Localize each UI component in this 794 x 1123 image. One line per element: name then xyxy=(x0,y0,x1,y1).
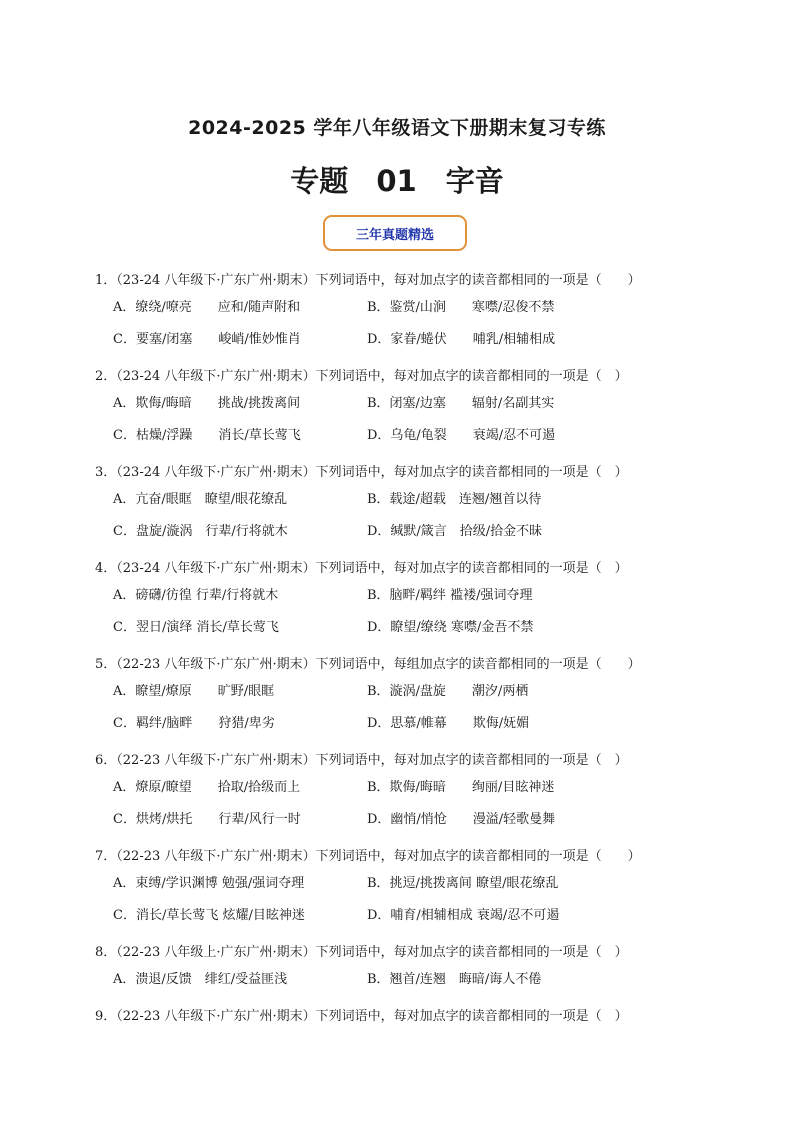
question-list xyxy=(95,270,715,1038)
question-item xyxy=(95,654,715,750)
answer-option: D．思慕/帷幕 欺侮/妩媚 xyxy=(367,716,530,731)
answer-option: C．烘烤/烘托 行辈/风行一时 xyxy=(113,812,301,827)
option-row xyxy=(95,324,715,356)
question-stem: 4．（23-24 八年级下·广东广州·期末）下列词语中，每对加点字的读音都相同的一项是（ ） xyxy=(95,561,628,576)
question-gap xyxy=(95,644,715,654)
question-item xyxy=(95,270,715,366)
question-item xyxy=(95,942,715,1006)
answer-option: D．哺育/相辅相成 衰竭/忍不可遏 xyxy=(367,908,560,923)
answer-option: A．束缚/学识渊博 勉强/强词夺理 xyxy=(113,876,305,891)
question-gap xyxy=(95,452,715,462)
question-item xyxy=(95,558,715,654)
question-stem: 2．（23-24 八年级下·广东广州·期末）下列词语中，每对加点字的读音都相同的一项是（ ） xyxy=(95,369,628,384)
answer-option: D．缄默/箴言 拾级/拾金不昧 xyxy=(367,524,543,539)
question-stem: 5．（22-23 八年级下·广东广州·期末）下列词语中，每组加点字的读音都相同的一项是（ ） xyxy=(95,657,641,672)
answer-option: C．消长/草长莺飞 炫耀/目眩神迷 xyxy=(113,908,305,923)
question-gap xyxy=(95,996,715,1006)
question-stem: 6．（22-23 八年级下·广东广州·期末）下列词语中，每对加点字的读音都相同的一项是（ ） xyxy=(95,753,628,768)
option-row xyxy=(95,964,715,996)
question-stem: 7．（22-23 八年级下·广东广州·期末）下列词语中，每对加点字的读音都相同的一项是（ ） xyxy=(95,849,641,864)
section-label: 三年真题精选 xyxy=(355,227,434,243)
answer-option: A．溃退/反馈 绯红/受益匪浅 xyxy=(113,972,288,987)
option-row xyxy=(95,580,715,612)
answer-option: D．乌龟/龟裂 衰竭/忍不可遏 xyxy=(367,428,556,443)
answer-option: D．瞭望/缭绕 寒噤/金吾不禁 xyxy=(367,620,534,635)
option-row xyxy=(95,868,715,900)
option-row xyxy=(95,484,715,516)
answer-option: A．欺侮/晦暗 挑战/挑拨离间 xyxy=(113,396,301,411)
option-row xyxy=(95,708,715,740)
question-item xyxy=(95,462,715,558)
question-stem: 3．（23-24 八年级下·广东广州·期末）下列词语中，每对加点字的读音都相同的一项是（ ） xyxy=(95,465,628,480)
answer-option: B．欺侮/晦暗 绚丽/目眩神迷 xyxy=(367,780,555,795)
question-gap xyxy=(95,932,715,942)
option-row xyxy=(95,900,715,932)
answer-option: A．亢奋/眼眶 瞭望/眼花缭乱 xyxy=(113,492,288,507)
topic-title: 专题 01 字音 xyxy=(290,164,504,198)
answer-option: C．翌日/演绎 消长/草长莺飞 xyxy=(113,620,279,635)
option-row xyxy=(95,420,715,452)
question-item xyxy=(95,366,715,462)
question-item xyxy=(95,1006,715,1038)
answer-option: D．家眷/蜷伏 哺乳/相辅相成 xyxy=(367,332,556,347)
answer-option: C．要塞/闭塞 峻峭/惟妙惟肖 xyxy=(113,332,301,347)
question-stem: 9．（22-23 八年级下·广东广州·期末）下列词语中，每对加点字的读音都相同的一项是（ ） xyxy=(95,1009,628,1024)
option-row xyxy=(95,388,715,420)
answer-option: C．枯燥/浮躁 消长/草长莺飞 xyxy=(113,428,301,443)
option-row xyxy=(95,516,715,548)
section-badge xyxy=(323,215,467,251)
answer-option: B．载途/超载 连翘/翘首以待 xyxy=(367,492,542,507)
answer-option: B．翘首/连翘 晦暗/诲人不倦 xyxy=(367,972,542,987)
answer-option: C．羁绊/脑畔 狩猎/卑劣 xyxy=(113,716,275,731)
option-row xyxy=(95,612,715,644)
question-stem: 8．（22-23 八年级上·广东广州·期末）下列词语中，每对加点字的读音都相同的一项是（ ） xyxy=(95,945,628,960)
question-stem: 1．（23-24 八年级下·广东广州·期末）下列词语中，每对加点字的读音都相同的一项是（ ） xyxy=(95,273,641,288)
answer-option: B．脑畔/羁绊 褴褛/强词夺理 xyxy=(367,588,533,603)
answer-option: B．鉴赏/山涧 寒噤/忍俊不禁 xyxy=(367,300,555,315)
option-row xyxy=(95,772,715,804)
question-gap xyxy=(95,740,715,750)
answer-option: C．盘旋/漩涡 行辈/行将就木 xyxy=(113,524,288,539)
question-gap xyxy=(95,356,715,366)
option-row xyxy=(95,676,715,708)
question-gap xyxy=(95,548,715,558)
answer-option: A．缭绕/嘹亮 应和/随声附和 xyxy=(113,300,301,315)
question-gap xyxy=(95,836,715,846)
answer-option: B．挑逗/挑拨离间 瞭望/眼花缭乱 xyxy=(367,876,559,891)
question-item xyxy=(95,846,715,942)
answer-option: B．闭塞/边塞 辐射/名副其实 xyxy=(367,396,555,411)
answer-option: D．幽悄/悄怆 漫溢/轻歌曼舞 xyxy=(367,812,556,827)
question-gap xyxy=(95,1028,715,1038)
question-item xyxy=(95,750,715,846)
answer-option: A．磅礴/彷徨 行辈/行将就木 xyxy=(113,588,279,603)
option-row xyxy=(95,292,715,324)
answer-option: A．燎原/瞭望 拾取/拾级而上 xyxy=(113,780,301,795)
answer-option: B．漩涡/盘旋 潮汐/两栖 xyxy=(367,684,529,699)
document-title: 2024-2025 学年八年级语文下册期末复习专练 xyxy=(188,117,606,139)
option-row xyxy=(95,804,715,836)
answer-option: A．瞭望/燎原 旷野/眼眶 xyxy=(113,684,275,699)
